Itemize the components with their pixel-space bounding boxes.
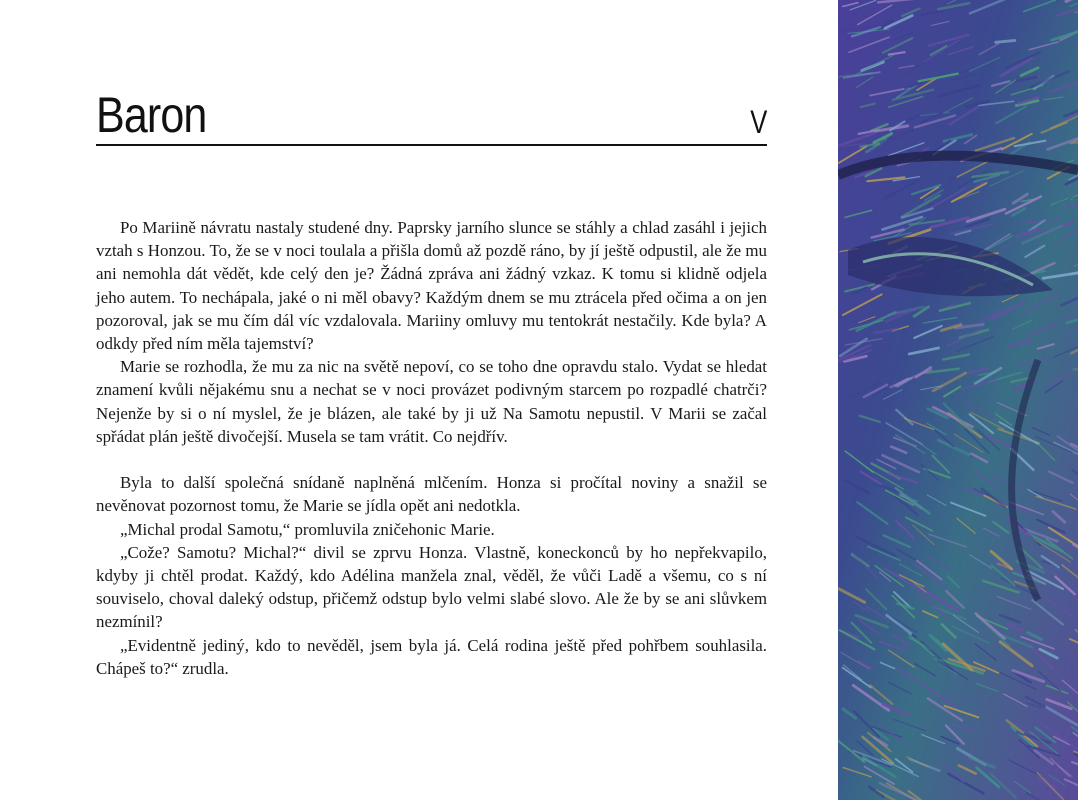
paragraph: „Michal prodal Samotu,“ promluvila zničehonic Marie. <box>120 519 495 539</box>
artwork-canvas <box>838 0 1078 800</box>
chapter-body <box>96 216 767 680</box>
paragraph: Po Mariině návratu nastaly studené dny. Paprsky jarního slunce se stáhly a chlad zasáhl i jejich vztah s Honzou. To, že se v noci toulala a přišla domů až pozdě ráno, by jí ještě odpustil, ale že mu ani nemohla dát vědět, kde celý den je? Žádná zpráva ani žádný vzkaz. K tomu si klidně odjela jeho autem. To nechápala, jaké o ni měl obavy? Každým dnem se mu ztrácela před očima a on jen pozoroval, jak se mu čím dál víc vzdalovala. Mariiny omluvy mu tentokrát nestačily. Kde byla? A odkdy před ním měla tajemství? <box>96 218 767 354</box>
pastel-stroke <box>996 40 1015 42</box>
paragraph: Marie se rozhodla, že mu za nic na světě nepoví, co se toho dne opravdu stalo. Vydat se hledat znamení kvůli nějakému snu a nechat se v noci provázet podivným starcem po rozpadlé chatrči? Nejenže by si o ní myslel, že je blázen, ale také by ji už Na Samotu nepustil. V Marii se začal spřádat plán ještě divočejší. Musela se tam vrátit. Co nejdřív. <box>96 357 767 446</box>
paragraph: Byla to další společná snídaně naplněná mlčením. Honza si pročítal noviny a snažil se nevěnovat pozornost tomu, že Marie se jídla opět ani nedotkla. <box>96 473 767 516</box>
pastel-portrait-illustration <box>838 0 1078 800</box>
chapter-title: Baron <box>96 87 207 143</box>
paragraph: „Cože? Samotu? Michal?“ divil se zprvu Honza. Vlastně, koneckonců by ho nepřekvapilo, kdyby ji chtěl prodat. Každý, kdo Adélina manžela znal, věděl, že vůči Ladě a všemu, co s ní souviselo, choval daleký odstup, přičemž odstup bylo velmi slabé slovo. Ale že by se ani slůvkem nezmínil? <box>96 542 767 632</box>
chapter-number: V <box>749 104 767 140</box>
chapter-header <box>96 86 767 146</box>
paragraph: „Evidentně jediný, kdo to nevěděl, jsem byla já. Celá rodina ještě před pohřbem souhlasila. Chápeš to?“ zrudla. <box>96 635 767 678</box>
